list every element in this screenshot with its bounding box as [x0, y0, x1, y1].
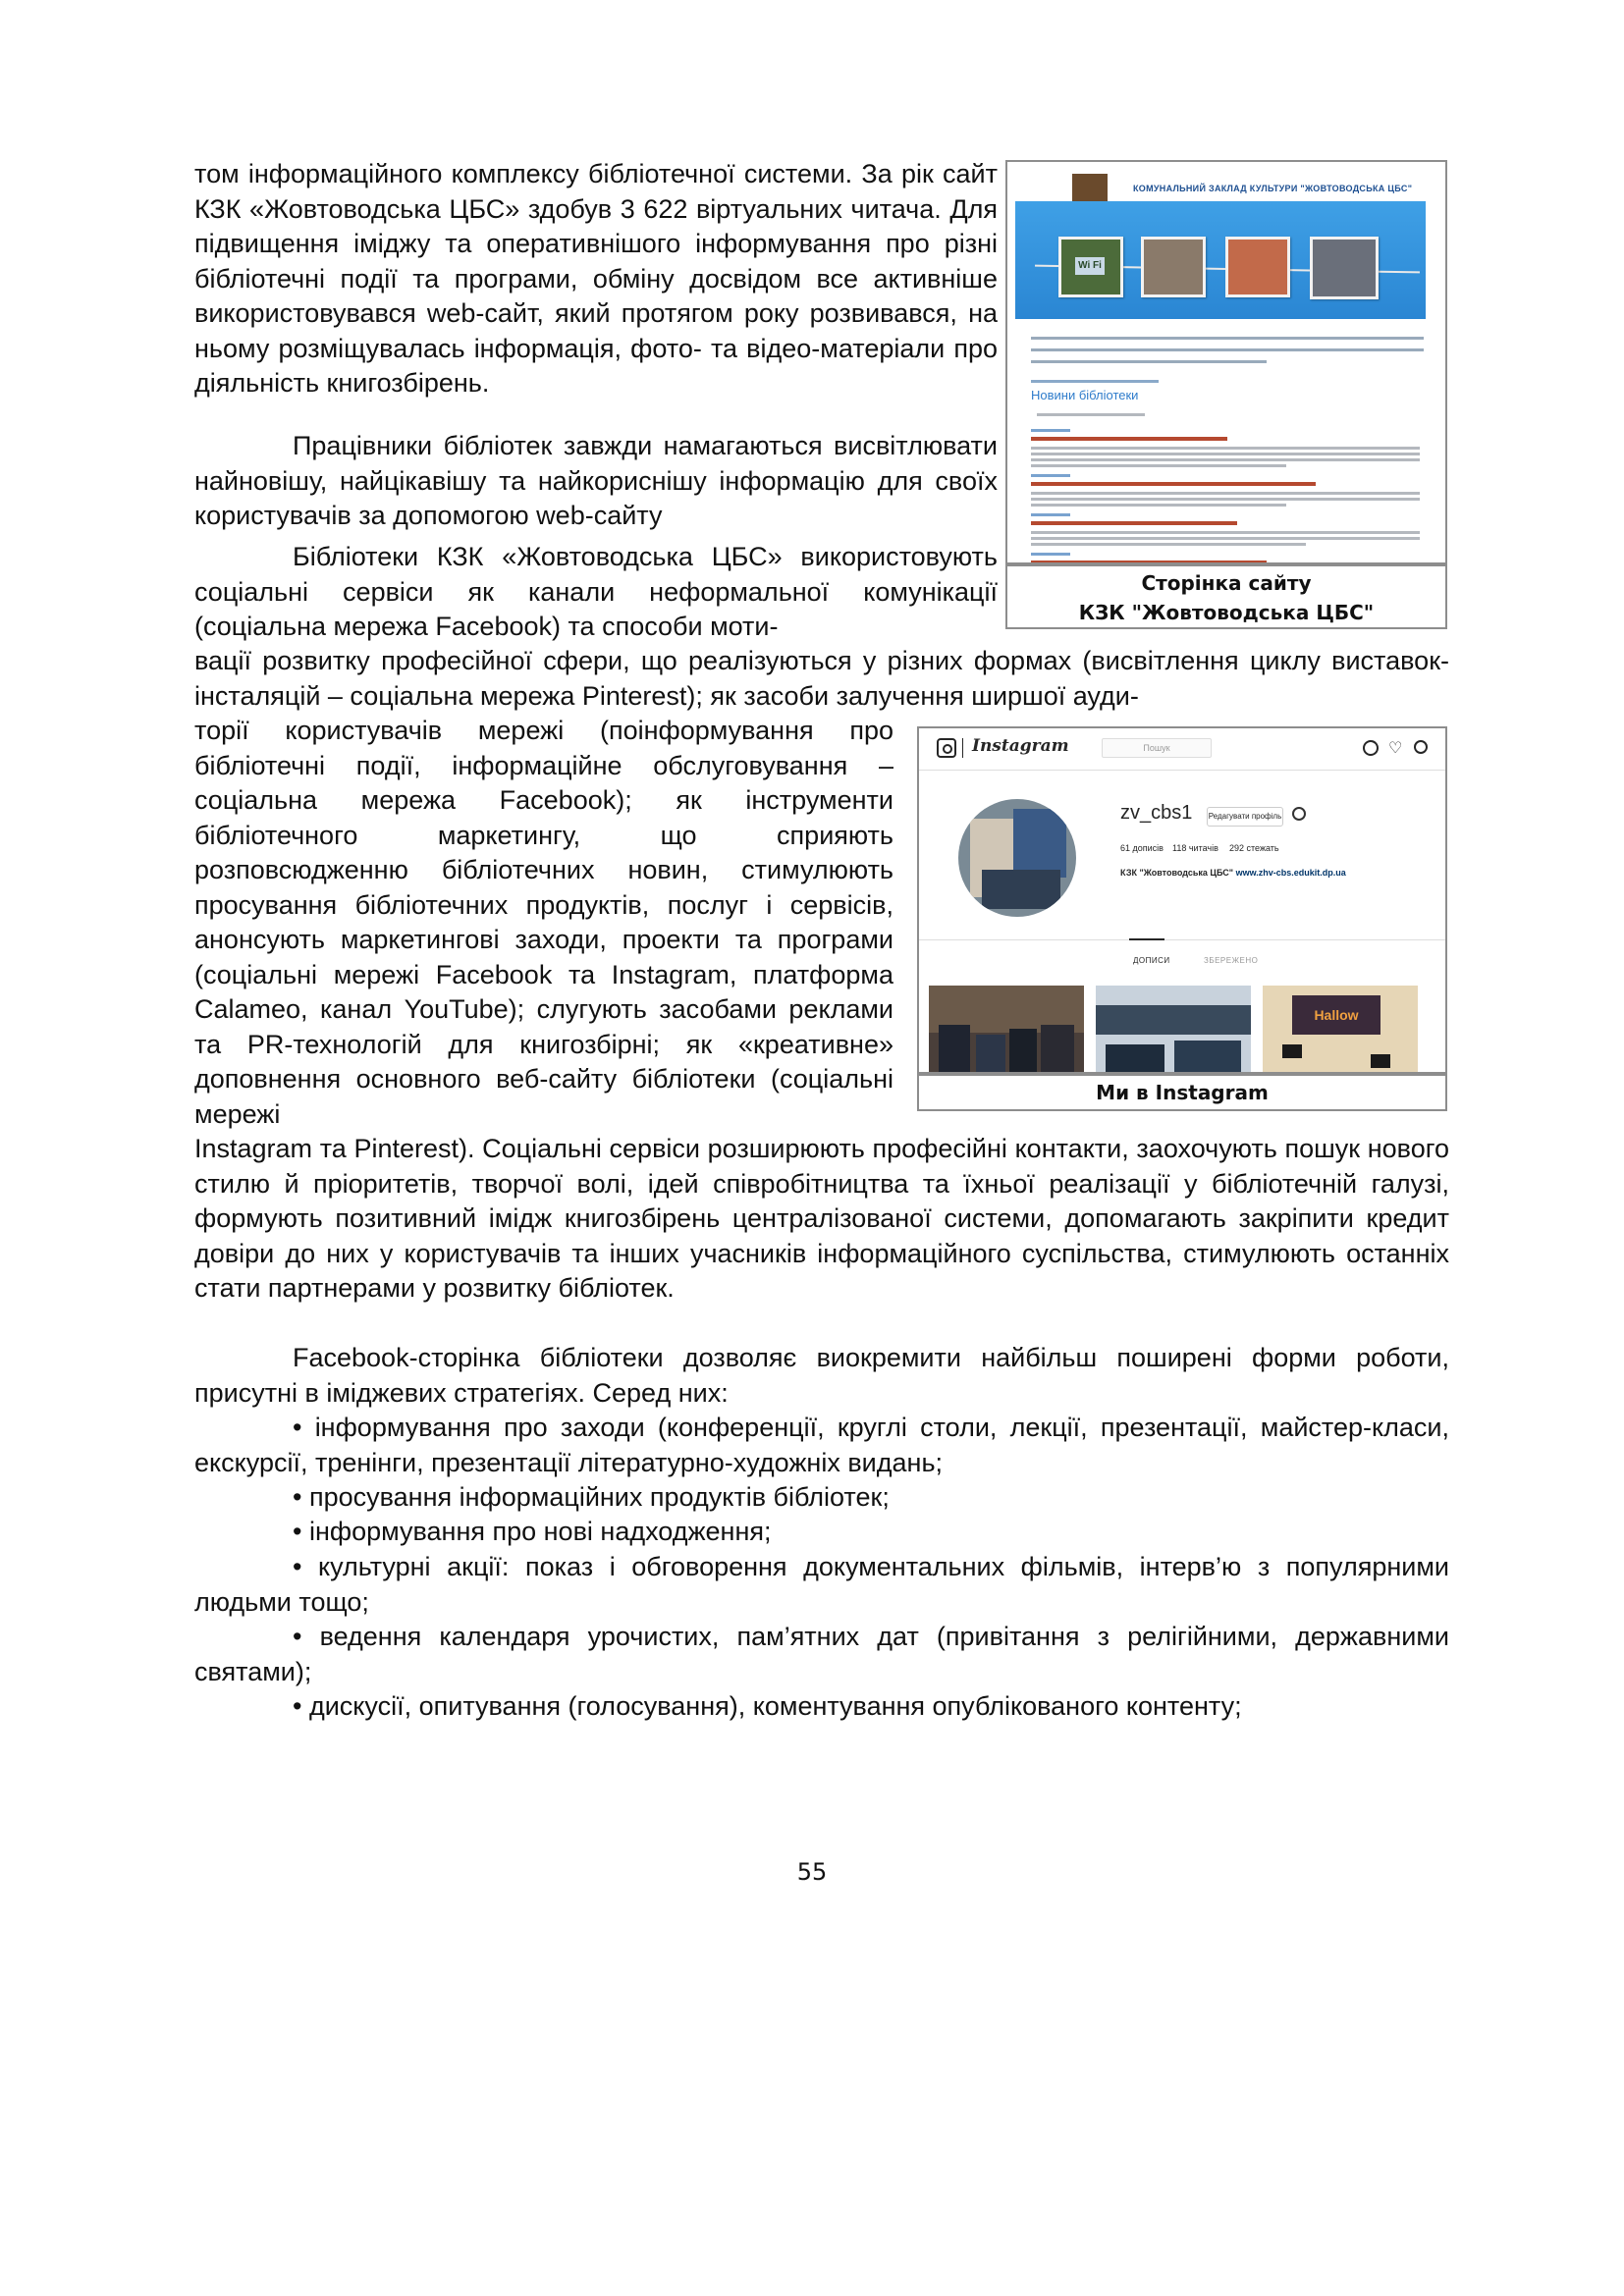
bullet-icon: • — [293, 1691, 309, 1721]
followers-count[interactable]: 118 читачів — [1172, 843, 1218, 853]
website-title: КОМУНАЛЬНИЙ ЗАКЛАД КУЛЬТУРИ "ЖОВТОВОДСЬКА ЦБС" — [1133, 184, 1413, 193]
instagram-caption — [917, 1074, 1447, 1111]
news-text — [1031, 531, 1420, 534]
banner-photo-3 — [1225, 237, 1290, 297]
paragraph-social-services-middle: вації розвитку професійної сфери, що реалізуються у різних формах (висвітлення циклу виставок-інсталяцій – соціальна мережа Pinterest); як засоби залучення ширшої ауди- — [194, 646, 1449, 711]
bullet-item — [194, 1689, 1449, 1725]
caption-line: Сторінка сайту — [1141, 571, 1312, 595]
bullet-icon: • — [293, 1413, 315, 1442]
bullet-icon: • — [293, 1552, 319, 1581]
tab-posts[interactable]: ДОПИСИ — [1133, 956, 1170, 965]
news-text — [1031, 464, 1286, 467]
compass-icon[interactable] — [1363, 740, 1379, 756]
breadcrumb — [1031, 380, 1159, 383]
instagram-camera-icon — [937, 738, 956, 758]
bullet-item — [194, 1550, 1449, 1620]
news-text — [1031, 492, 1420, 495]
bullet-text: ведення календаря урочистих, пам’ятних дат (привітання з релігійними, державними святами); — [194, 1622, 1449, 1686]
post-photo-group[interactable] — [929, 986, 1084, 1074]
bullet-text: культурні акції: показ і обговорення документальних фільмів, інтерв’ю з популярними людьми тощо; — [194, 1552, 1449, 1617]
bullet-item — [194, 1515, 1449, 1550]
username: zv_cbs1 — [1120, 802, 1193, 824]
caption-text: Ми в Instagram — [1096, 1081, 1269, 1104]
website-caption — [1005, 564, 1447, 629]
news-date — [1031, 513, 1070, 516]
post-photo-books[interactable] — [1096, 986, 1251, 1074]
bio-link[interactable]: www.zhv-cbs.edukit.dp.ua — [1235, 868, 1346, 878]
paragraph-social-services-start: Бібліотеки КЗК «Жовтоводська ЦБС» використовують соціальні сервіси як канали неформальної комунікації (соціальна мережа Facebook) та способи моти- — [194, 542, 998, 641]
website-nav — [1031, 337, 1424, 340]
bullet-text: інформування про нові надходження; — [308, 1517, 772, 1546]
posts-count: 61 дописів — [1120, 843, 1164, 853]
bullet-icon: • — [293, 1517, 309, 1546]
bullet-icon: • — [293, 1482, 309, 1512]
website-banner — [1015, 201, 1426, 319]
bio-name: КЗК "Жовтоводська ЦБС" — [1120, 868, 1234, 878]
instagram-logo: Instagram — [972, 736, 1069, 756]
bullet-text: просування інформаційних продуктів бібліотек; — [308, 1482, 890, 1512]
active-tab-indicator — [1129, 938, 1164, 940]
banner-photo-4 — [1310, 237, 1379, 299]
instagram-topbar — [919, 728, 1445, 771]
banner-photo-wifi: Wi Fi — [1058, 237, 1123, 297]
website-nav — [1031, 360, 1267, 363]
profile-icon[interactable] — [1414, 740, 1428, 754]
news-link — [1031, 521, 1237, 525]
news-date — [1031, 429, 1070, 432]
divider — [962, 738, 963, 758]
bullet-item — [194, 1411, 1449, 1480]
news-link — [1031, 482, 1316, 486]
news-link — [1031, 437, 1227, 441]
website-screenshot — [1005, 160, 1447, 564]
page-number: 55 — [796, 1858, 828, 1886]
paragraph-social-services-end: Instagram та Pinterest). Соціальні сервіси розширюють професійні контакти, заохочують пошук нового стилю й пріоритетів, творчої волі, ідей співробітництва та їхньої реалізації у бібліотечній галузі, формують позитивний імідж книгозбірень централізованої системи, допомагають закріпити кредит довіри до них у користувачів та інших учасників інформаційного суспільства, стимулюють останніх стати партнерами у розвитку бібліотек. — [194, 1134, 1449, 1303]
news-text — [1031, 537, 1420, 540]
news-text — [1031, 543, 1306, 546]
paragraph-facebook: Facebook-сторінка бібліотеки дозволяє виокремити найбільш поширені форми роботи, присутні в іміджевих стратегіях. Серед них: — [194, 1343, 1449, 1408]
gear-icon[interactable] — [1292, 807, 1306, 821]
year-links — [1037, 413, 1145, 416]
news-date — [1031, 553, 1070, 556]
paragraph-web-site: Працівники бібліотек завжди намагаються висвітлювати найновішу, найцікавішу та найкориснішу інформацію для своїх користувачів за допомогою web-сайту — [194, 431, 998, 530]
news-text — [1031, 447, 1420, 450]
bullet-text: дискусії, опитування (голосування), коментування опублікованого контенту; — [308, 1691, 1242, 1721]
news-section-title: Новини бібліотеки — [1031, 388, 1139, 402]
paragraph-intro: том інформаційного комплексу бібліотечної системи. За рік сайт КЗК «Жовтоводська ЦБС» здобув 3 622 віртуальних читача. Для підвищення іміджу та оперативнішого інформування про різні бібліотечні події та програми, обміну досвідом все активніше використовувався web-сайт, який протягом року розвивався, на ньому розміщувалась інформація, фото- та відео-матеріали про діяльність книгозбірень. — [194, 159, 998, 398]
following-count[interactable]: 292 стежать — [1229, 843, 1279, 853]
instagram-screenshot — [917, 726, 1447, 1074]
profile-tabs-divider — [919, 939, 1445, 940]
bullet-icon: • — [293, 1622, 320, 1651]
edit-profile-button[interactable]: Редагувати профіль — [1207, 807, 1283, 827]
bullet-item — [194, 1480, 1449, 1516]
search-input[interactable]: Пошук — [1102, 738, 1212, 758]
website-nav — [1031, 348, 1424, 351]
bullet-text: інформування про заходи (конференції, круглі столи, лекції, презентації, майстер-класи, екскурсії, тренінги, презентації літературно-художніх видань; — [194, 1413, 1449, 1477]
bullet-item — [194, 1620, 1449, 1689]
profile-bio — [1120, 868, 1346, 878]
news-text — [1031, 453, 1420, 455]
avatar — [958, 799, 1076, 917]
news-text — [1031, 458, 1420, 461]
banner-photo-2 — [1141, 237, 1206, 297]
news-text — [1031, 504, 1286, 507]
heart-icon[interactable]: ♡ — [1388, 740, 1403, 757]
tab-saved[interactable]: ЗБЕРЕЖЕНО — [1204, 956, 1259, 965]
caption-line: КЗК "Жовтоводська ЦБС" — [1078, 601, 1375, 624]
news-text — [1031, 498, 1420, 501]
post-photo-halloween[interactable]: Hallow — [1263, 986, 1418, 1074]
news-date — [1031, 474, 1070, 477]
paragraph-social-services-column: торії користувачів мережі (поінформування про бібліотечні події, інформаційне обслуговування – соціальна мережа Facebook); як інструменти бібліотечного маркетингу, що сприяють розповсюдженню бібліотечних новин, стимулюють просування бібліотечних продуктів, послуг і сервісів, анонсують маркетингові заходи, проекти та програми (соціальні мережі Facebook та Instagram, платформа Calameo, канал YouTube); слугують засобами реклами та PR-технологій для книгозбірні; як «креативне» доповнення основного веб-сайту бібліотеки (соціальні мережі — [194, 716, 893, 1129]
